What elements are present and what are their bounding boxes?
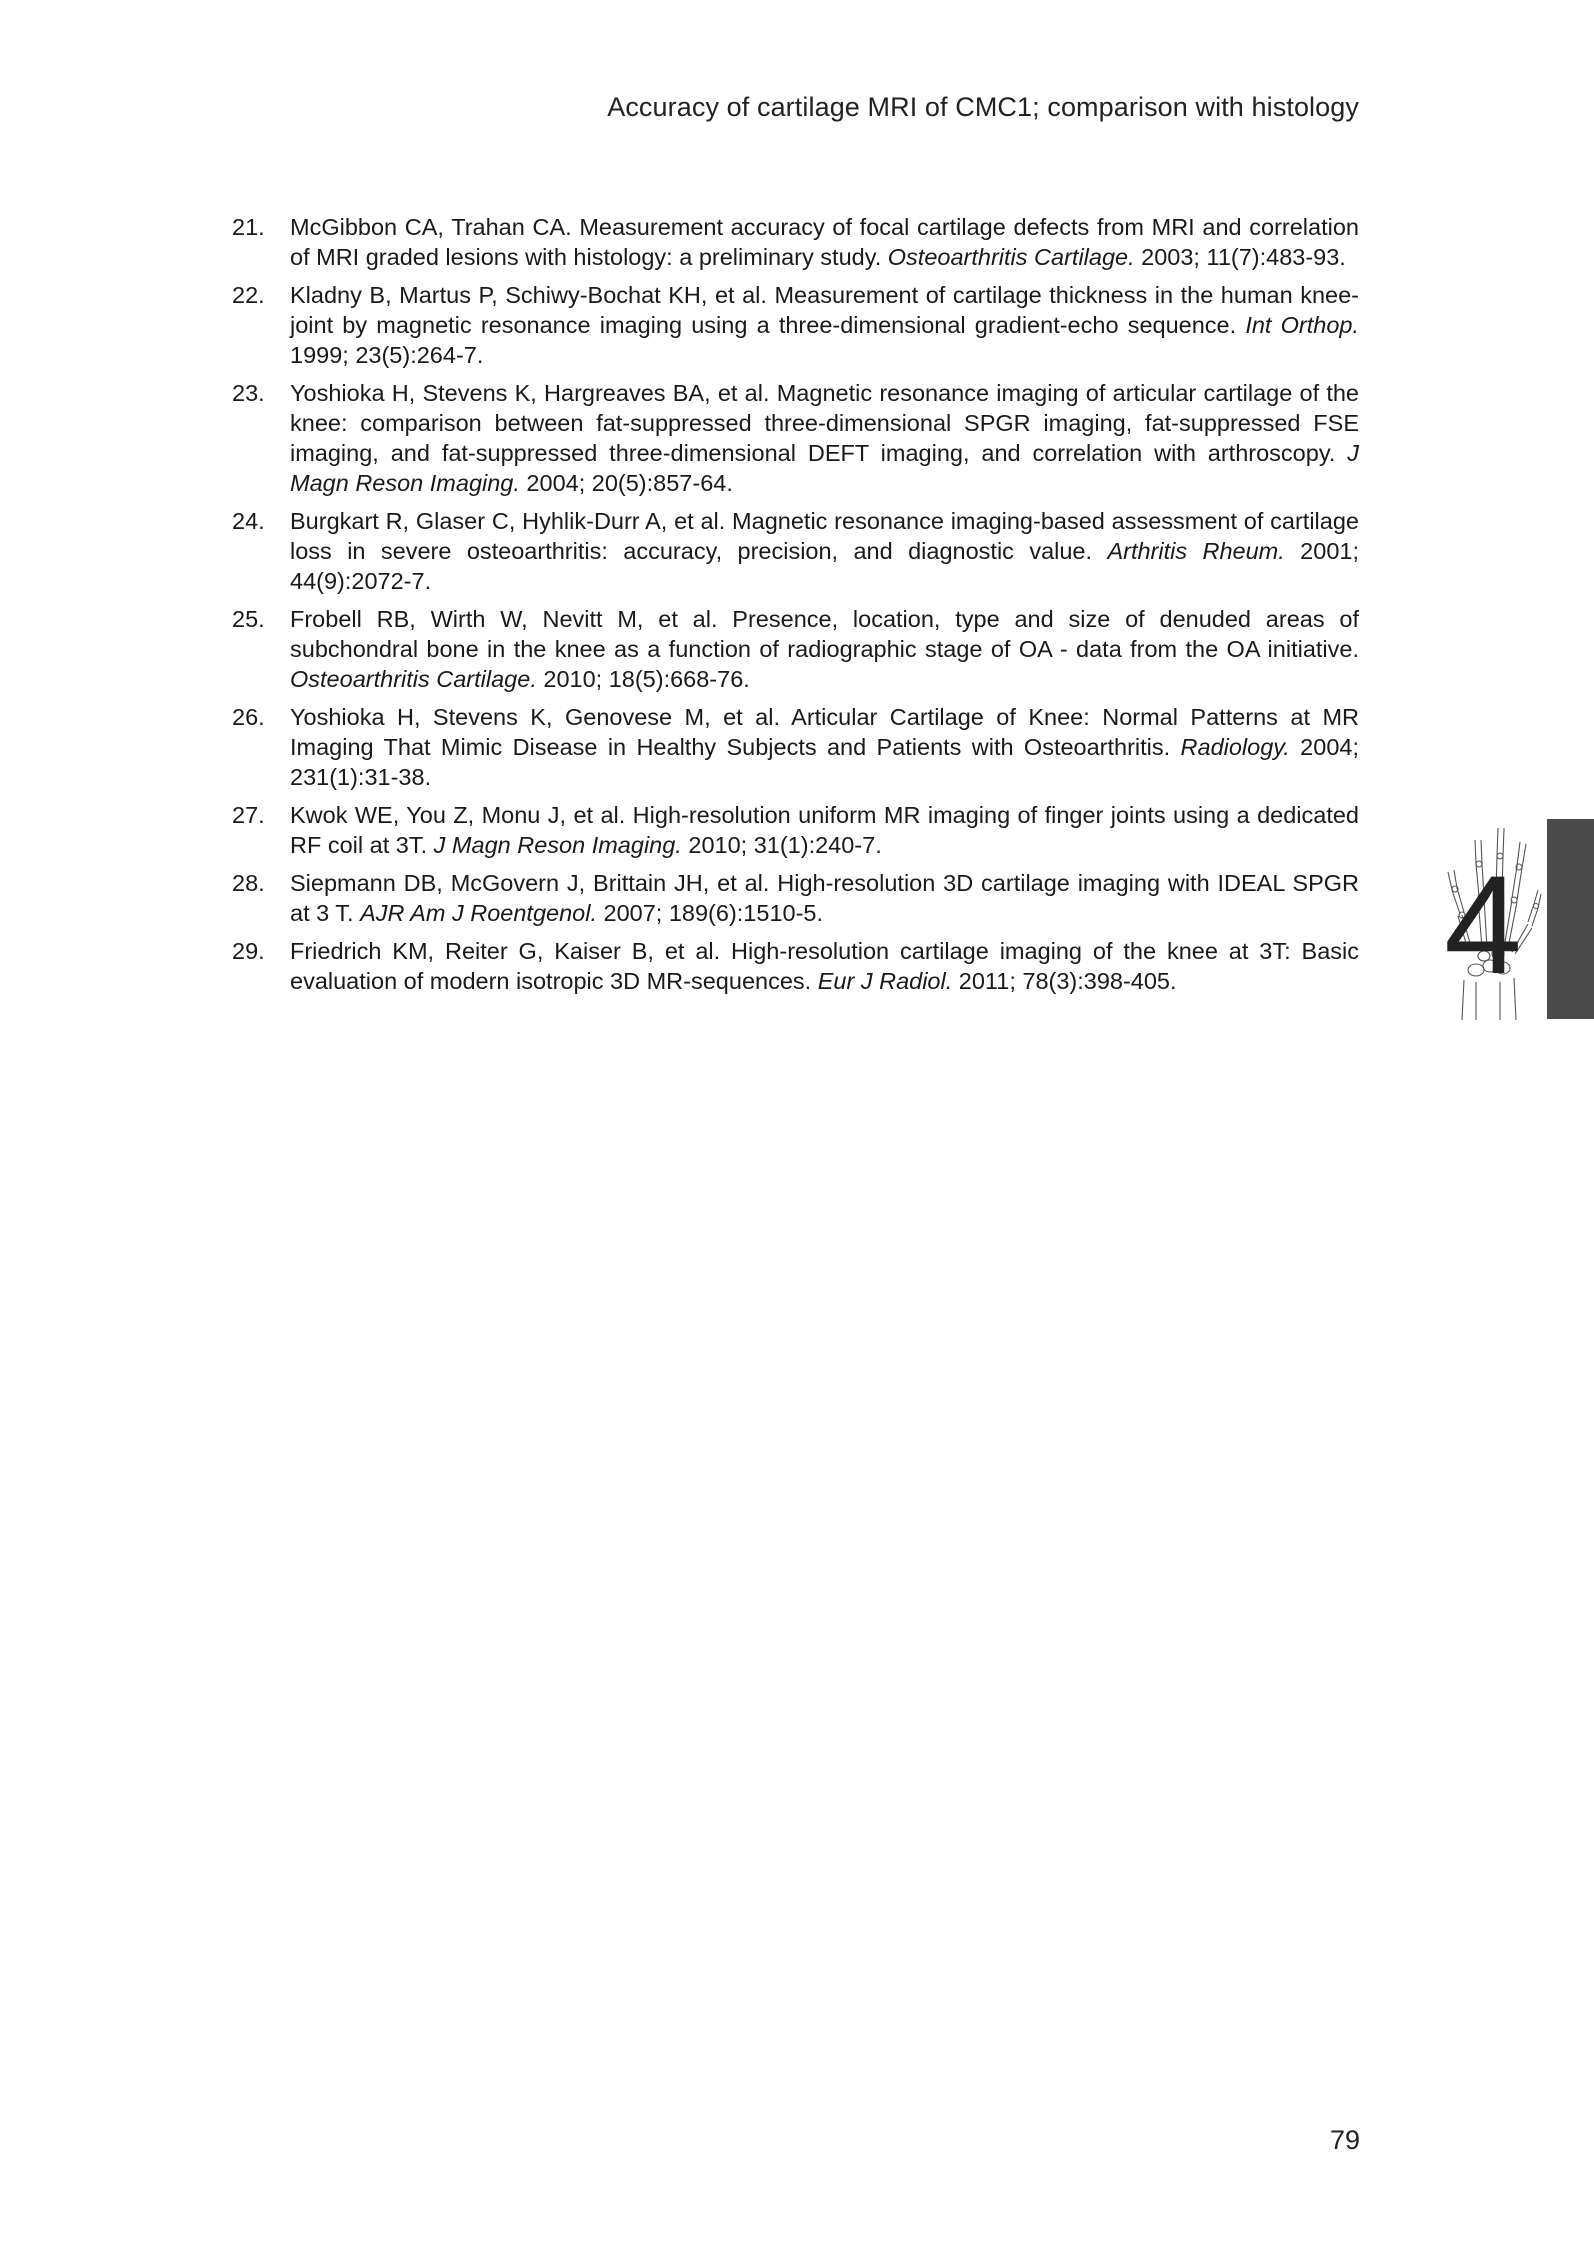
reference-citation: 2007; 189(6):1510-5.: [596, 900, 824, 926]
reference-journal: Eur J Radiol.: [817, 968, 953, 994]
reference-journal: J Magn Reson Imaging.: [433, 832, 682, 858]
reference-authors-title: McGibbon CA, Trahan CA. Measurement accuracy of focal cartilage defects from MRI and correlation of MRI graded lesions with histology: a preliminary study.: [290, 214, 1359, 270]
page-number: 79: [1329, 2125, 1360, 2155]
reference-number: 21.: [232, 214, 265, 240]
reference-number: 24.: [232, 508, 265, 534]
reference-authors-title: Frobell RB, Wirth W, Nevitt M, et al. Presence, location, type and size of denuded areas of subchondral bone in the knee as a function of radiographic stage of OA - data from the OA initiative.: [290, 606, 1359, 662]
reference-number: 29.: [232, 938, 265, 964]
reference-citation: 2001; 44(9):2072-7.: [290, 538, 1359, 594]
reference-authors-title: Kladny B, Martus P, Schiwy-Bochat KH, et al. Measurement of cartilage thickness in the human knee-joint by magnetic resonance imaging using a three-dimensional gradient-echo sequence.: [290, 282, 1359, 338]
reference-item: [228, 702, 1359, 792]
reference-number: 26.: [232, 704, 265, 730]
reference-citation: 2003; 11(7):483-93.: [1134, 244, 1346, 270]
reference-number: 23.: [232, 380, 265, 406]
reference-citation: 1999; 23(5):264-7.: [290, 342, 484, 368]
reference-item: [228, 800, 1359, 860]
reference-number: 27.: [232, 802, 265, 828]
reference-citation: 2004; 231(1):31-38.: [290, 734, 1359, 790]
reference-journal: Int Orthop.: [1245, 312, 1360, 338]
reference-number: 25.: [232, 606, 265, 632]
reference-journal: AJR Am J Roentgenol.: [360, 900, 597, 926]
reference-number: 28.: [232, 870, 265, 896]
chapter-tab: [1547, 819, 1594, 1019]
reference-authors-title: Burgkart R, Glaser C, Hyhlik-Durr A, et al. Magnetic resonance imaging-based assessment of cartilage loss in severe osteoarthritis: accuracy, precision, and diagnostic value.: [290, 508, 1359, 564]
reference-authors-title: Friedrich KM, Reiter G, Kaiser B, et al. High-resolution cartilage imaging of the knee at 3T: Basic evaluation of modern isotropic 3D MR-sequences.: [290, 938, 1359, 994]
reference-authors-title: Kwok WE, You Z, Monu J, et al. High-resolution uniform MR imaging of finger joints using a dedicated RF coil at 3T.: [290, 802, 1359, 858]
reference-item: [228, 212, 1359, 272]
reference-list: [228, 212, 1359, 1004]
reference-journal: Arthritis Rheum.: [1107, 538, 1285, 564]
reference-journal: Radiology.: [1180, 734, 1290, 760]
reference-journal: Osteoarthritis Cartilage.: [290, 666, 537, 692]
reference-citation: 2010; 31(1):240-7.: [681, 832, 882, 858]
reference-item: [228, 280, 1359, 370]
running-header: Accuracy of cartilage MRI of CMC1; comparison with histology: [607, 92, 1359, 122]
reference-number: 22.: [232, 282, 265, 308]
reference-citation: 2004; 20(5):857-64.: [519, 470, 733, 496]
reference-item: [228, 506, 1359, 596]
reference-citation: 2010; 18(5):668-76.: [536, 666, 750, 692]
reference-item: [228, 378, 1359, 498]
reference-item: [228, 868, 1359, 928]
reference-authors-title: Yoshioka H, Stevens K, Hargreaves BA, et al. Magnetic resonance imaging of articular cartilage of the knee: comparison between fat-suppressed three-dimensional SPGR imaging, fat-suppressed FSE imaging, and fat-suppressed three-dimensional DEFT imaging, and correlation with arthroscopy.: [290, 380, 1359, 466]
reference-journal: J Magn Reson Imaging.: [290, 440, 1359, 496]
reference-authors-title: Yoshioka H, Stevens K, Genovese M, et al. Articular Cartilage of Knee: Normal Patterns at MR Imaging That Mimic Disease in Healthy Subjects and Patients with Osteoarthritis.: [290, 704, 1359, 760]
reference-item: [228, 936, 1359, 996]
chapter-number: 4: [1444, 846, 1522, 1003]
reference-journal: Osteoarthritis Cartilage.: [887, 244, 1135, 270]
reference-authors-title: Siepmann DB, McGovern J, Brittain JH, et al. High-resolution 3D cartilage imaging with IDEAL SPGR at 3 T.: [290, 870, 1359, 926]
reference-item: [228, 604, 1359, 694]
reference-citation: 2011; 78(3):398-405.: [952, 968, 1177, 994]
